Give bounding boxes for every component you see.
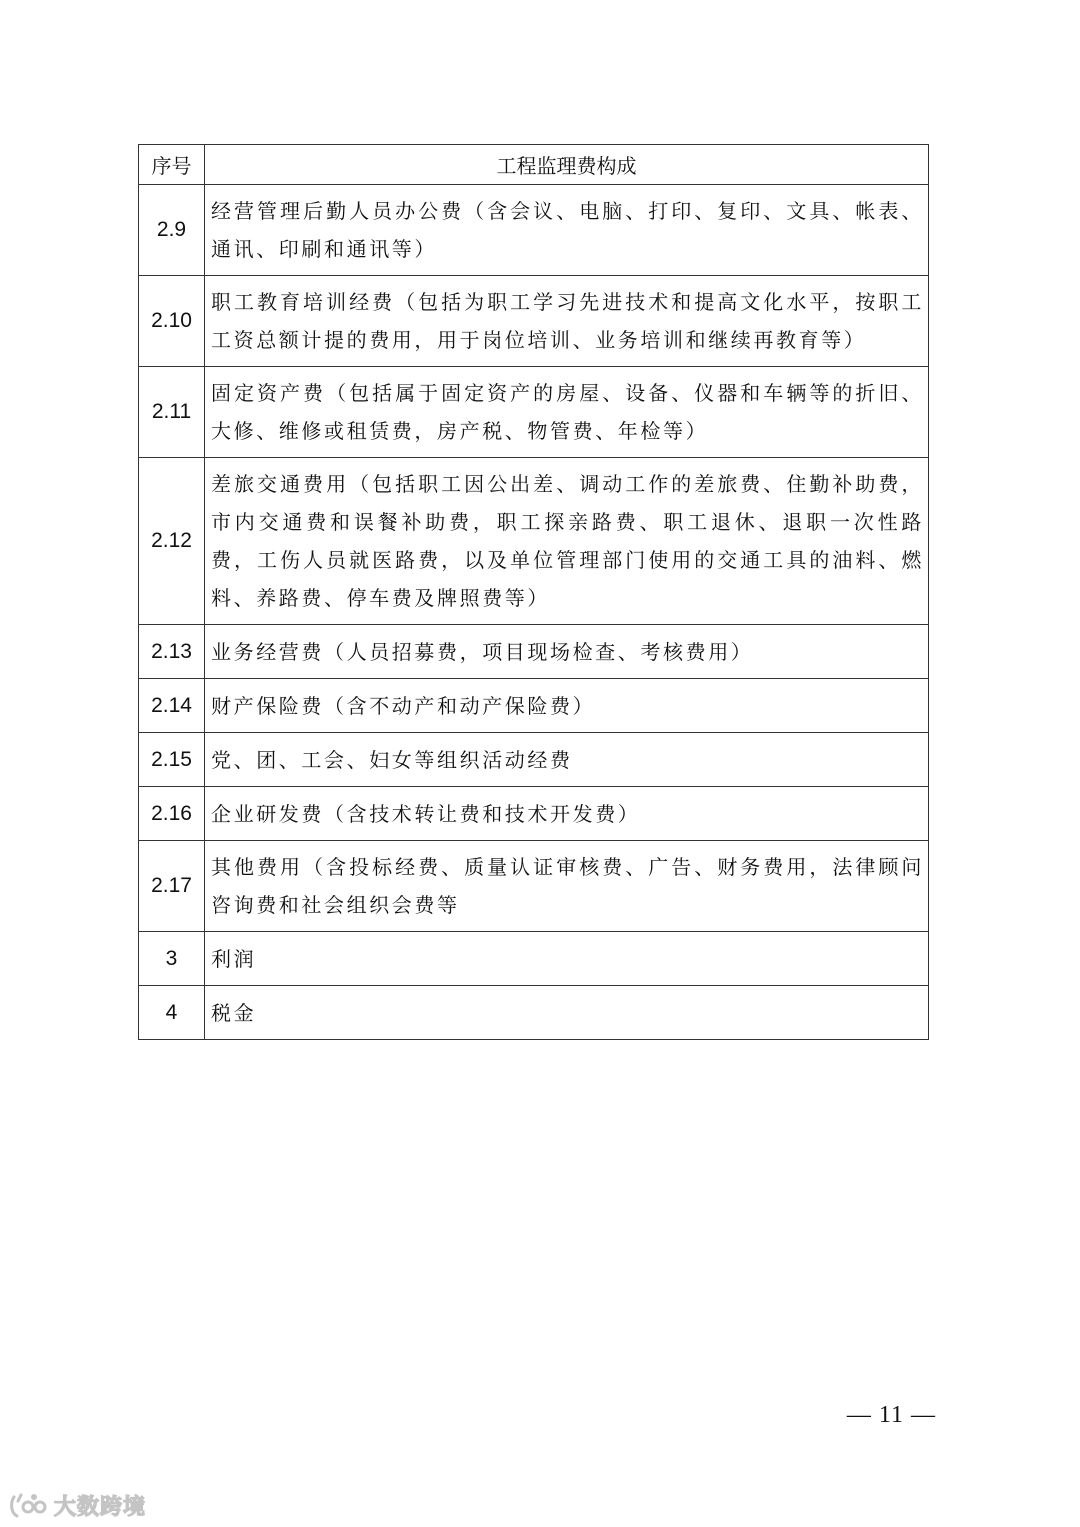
table-row <box>139 276 929 367</box>
watermark-logo-icon <box>8 1491 50 1521</box>
row-description: 职工教育培训经费（包括为职工学习先进技术和提高文化水平，按职工工资总额计提的费用，用于岗位培训、业务培训和继续再教育等） <box>205 276 929 367</box>
table-row <box>139 367 929 458</box>
table-row <box>139 458 929 625</box>
row-number: 2.16 <box>139 787 205 841</box>
row-number: 2.17 <box>139 841 205 932</box>
table-row <box>139 841 929 932</box>
row-description: 固定资产费（包括属于固定资产的房屋、设备、仪器和车辆等的折旧、大修、维修或租赁费，房产税、物管费、年检等） <box>205 367 929 458</box>
watermark <box>8 1490 146 1521</box>
table-row <box>139 986 929 1040</box>
row-number: 2.11 <box>139 367 205 458</box>
table-row <box>139 679 929 733</box>
table-row <box>139 932 929 986</box>
row-number: 3 <box>139 932 205 986</box>
header-cost-composition: 工程监理费构成 <box>205 145 929 185</box>
row-description: 利润 <box>205 932 929 986</box>
row-number: 2.12 <box>139 458 205 625</box>
row-description: 财产保险费（含不动产和动产保险费） <box>205 679 929 733</box>
row-description: 差旅交通费用（包括职工因公出差、调动工作的差旅费、住勤补助费，市内交通费和误餐补助费，职工探亲路费、职工退休、退职一次性路费，工伤人员就医路费，以及单位管理部门使用的交通工具的油料、燃料、养路费、停车费及牌照费等） <box>205 458 929 625</box>
row-number: 2.10 <box>139 276 205 367</box>
row-description: 经营管理后勤人员办公费（含会议、电脑、打印、复印、文具、帐表、通讯、印刷和通讯等） <box>205 185 929 276</box>
row-number: 2.9 <box>139 185 205 276</box>
row-description: 税金 <box>205 986 929 1040</box>
table-row <box>139 733 929 787</box>
row-description: 企业研发费（含技术转让费和技术开发费） <box>205 787 929 841</box>
row-number: 2.15 <box>139 733 205 787</box>
table-row <box>139 185 929 276</box>
row-number: 2.14 <box>139 679 205 733</box>
header-serial-number: 序号 <box>139 145 205 185</box>
table-row <box>139 625 929 679</box>
row-description: 业务经营费（人员招募费，项目现场检查、考核费用） <box>205 625 929 679</box>
row-description: 其他费用（含投标经费、质量认证审核费、广告、财务费用，法律顾问咨询费和社会组织会费等 <box>205 841 929 932</box>
table-header-row <box>139 145 929 185</box>
row-description: 党、团、工会、妇女等组织活动经费 <box>205 733 929 787</box>
row-number: 2.13 <box>139 625 205 679</box>
page-number: — 11 — <box>846 1402 936 1428</box>
table-row <box>139 787 929 841</box>
row-number: 4 <box>139 986 205 1040</box>
watermark-text: 大数跨境 <box>54 1495 147 1520</box>
cost-composition-table <box>138 144 929 1040</box>
